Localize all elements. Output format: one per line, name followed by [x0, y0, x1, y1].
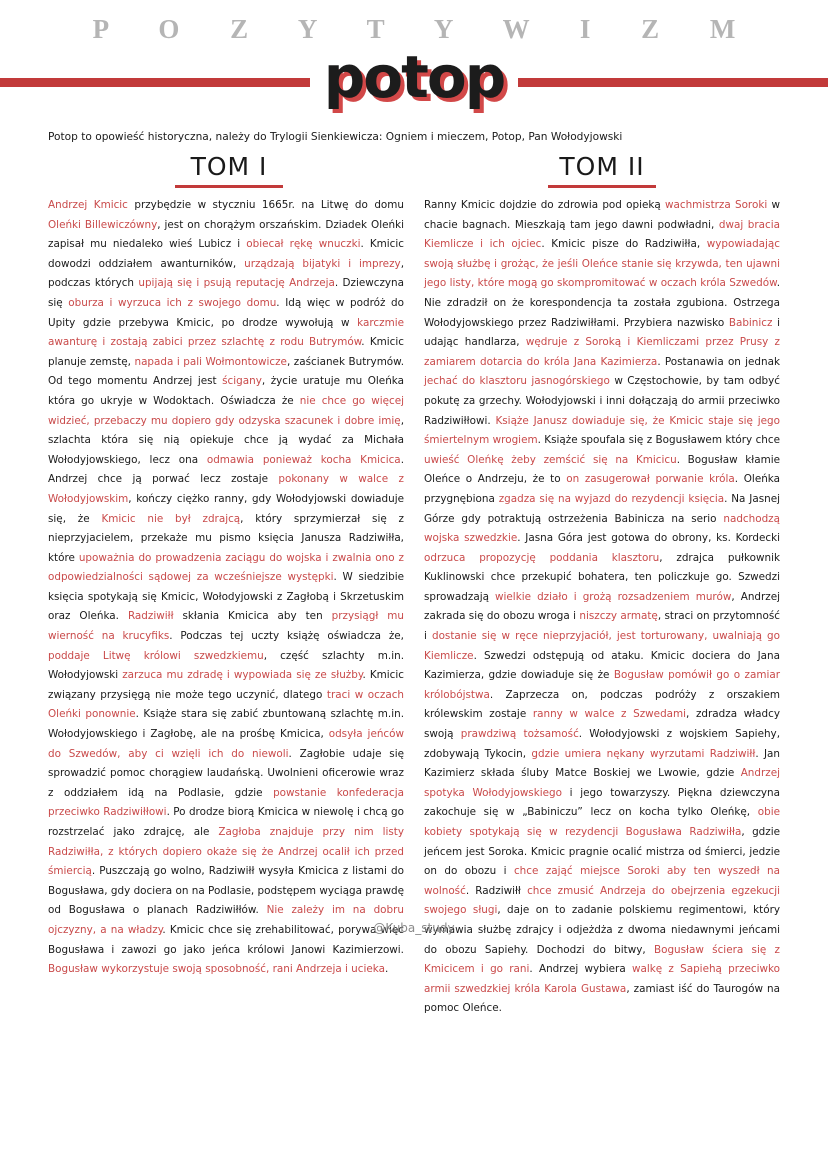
page-title: potop: [310, 48, 518, 106]
text-segment: w chacie bagnach. Mieszkają tam jego dawni podwładni,: [424, 199, 780, 231]
heading-tom-1: [164, 152, 294, 188]
text-segment: . Kmicic pisze do Radziwiłła,: [541, 238, 707, 251]
highlighted-phrase: ścigany: [222, 375, 262, 388]
highlighted-phrase: karczmie awanturę i zostają zabici przez szlachtę z rodu Butrymów: [48, 316, 404, 349]
highlighted-phrase: wędruje z Soroką i Kiemliczami przez Prusy z zamiarem dotarcia do króla Jana Kazimierza: [424, 336, 781, 368]
column-tom-1: [48, 196, 404, 980]
heading-underline: [548, 185, 656, 188]
text-segment: , zaścianek Butrymów. Od tego momentu Andrzej jest: [48, 355, 405, 388]
highlighted-phrase: wypowiadając swoją służbę i grożąc, że jeśli Oleńce stanie się krzywda, ten ujawni jego listy, które mogą go skompromitować w oczach króla Szwedów: [424, 238, 781, 290]
highlighted-phrase: prawdziwą tożsamość: [460, 728, 579, 741]
text-segment: . Kmicic planuje zemstę,: [48, 336, 404, 368]
text-segment: .: [384, 963, 389, 976]
highlighted-phrase: gdzie umiera nękany wyrzutami Radziwiłł: [531, 747, 756, 760]
text-segment: . Podczas tej uczty książę oświadcza że,: [169, 630, 404, 643]
highlighted-phrase: urządzają bijatyki i imprezy: [244, 257, 401, 270]
highlighted-phrase: pokonany w walce z Wołodyjowskim: [48, 473, 404, 505]
highlighted-phrase: Babinicz: [728, 316, 773, 329]
highlighted-phrase: walkę z Sapiehą przeciwko armii szwedzkiej króla Karola Gustawa: [424, 963, 780, 995]
highlighted-phrase: Oleńki Billewiczówny: [48, 218, 158, 231]
text-segment: . Wołodyjowski z wojskiem Sapiehy, zdobywają Tykocin,: [424, 728, 781, 760]
highlighted-phrase: Andrzej Kmicic: [48, 199, 128, 211]
text-segment: w Częstochowie, by tam odbyć pokutę za grzechy. Wołodyjowski i inni dołączają do armii przeciwko Radziwiłłowi.: [424, 375, 780, 427]
heading-tom-2-label: TOM II: [559, 152, 645, 181]
text-segment: , Andrzej zakrada się do obozu wroga i: [424, 590, 781, 623]
text-segment: , zdradza władcy swoją: [424, 708, 780, 741]
author-credit: @Kuba_study: [373, 921, 455, 935]
highlighted-phrase: obiecał rękę wnuczki: [246, 238, 361, 251]
text-segment: , daje on to zadanie polskiemu regimentowi, który wymawia służbę zdrajcy i odjeżdża z dwoma niedawnymi jeńcami do obozu Sapiehy. Dochodzi do bitwy,: [424, 904, 780, 956]
text-segment: i jego towarzyszy. Piękna dziewczyna zakochuje się w „Babiniczu” lecz on kocha tylko Oleńkę,: [424, 786, 781, 819]
highlighted-phrase: on zasugerował porwanie króla: [566, 473, 735, 486]
text-segment: , kończy ciężko ranny, gdy Wołodyjowski dowiaduje się, że: [48, 492, 404, 525]
text-segment: Ranny Kmicic dojdzie do zdrowia pod opieką: [424, 199, 665, 211]
era-label: P O Z Y T Y W I Z M: [92, 14, 758, 44]
highlighted-phrase: uwieść Oleńkę żeby zemścić się na Kmicicu: [424, 453, 677, 466]
highlighted-phrase: przysiągł mu wierność na krucyfiks: [48, 610, 404, 643]
heading-tom-1-label: TOM I: [190, 152, 268, 181]
text-segment: . Kmicic chce się zrehabilitować, porywa więc Bogusława i zawozi go jako jeńca królowi Janowi Kazimierzowi.: [48, 923, 404, 956]
text-segment: . Nie zdradził on że korespondencja ta została zgubiona. Ostrzega Wołodyjowskiego przez Radziwiłłami. Przybiera nazwisko: [424, 277, 780, 329]
text-segment: . Kmicic związany przysięgą nie może tego uczynić, dlatego: [48, 669, 404, 701]
highlighted-phrase: upijają się i psują reputację Andrzeja: [138, 277, 335, 290]
highlighted-phrase: dostanie się w ręce nieprzyjaciół, jest torturowany, uwalniają go Kiemlicze: [424, 630, 780, 662]
highlighted-phrase: odrzuca propozycję poddania klasztoru: [424, 551, 660, 564]
text-segment: . Po drodze biorą Kmicica w niewolę i chcą go rozstrzelać jako zdrajcę, ale: [48, 806, 404, 838]
text-segment: . Postanawia on jednak: [657, 355, 780, 368]
highlighted-phrase: zarzuca mu zdradę i wypowiada się ze służby: [122, 669, 363, 682]
text-segment: . Książe stara się zabić zbuntowaną szlachtę m.in. Wołodyjowskiego i Zagłobę, ale na prośbę Kmicica,: [48, 708, 404, 741]
text-segment: przybędzie w styczniu 1665r. na Litwę do domu: [127, 199, 404, 211]
text-segment: . Andrzej chce ją porwać lecz zostaje: [48, 453, 404, 486]
text-segment: . Zagłobie udaje się sprowadzić pomoc chorągiew laudańską. Uwolnieni oficerowie wraz z oddziałem idą na Podlasie, gdzie: [48, 747, 404, 799]
text-segment: , zamiast iść do Taurogów na pomoc Oleńce.: [424, 982, 780, 1015]
highlighted-phrase: oburza i wyrzuca ich z swojego domu: [68, 296, 277, 309]
text-segment: i udając handlarza,: [424, 316, 780, 349]
title-wrap: [0, 43, 828, 111]
highlighted-phrase: Nie zależy im na dobru ojczyzny, a na władzy: [48, 904, 404, 936]
text-segment: , szlachta która się nią opiekuje chce ją wydać za Michała Wołodyjowskiego, lecz ona: [48, 414, 404, 466]
text-segment: , gdzie jeńcem jest Soroka. Kmicic pragnie ocalić mistrza od śmierci, jedzie on do obozu i: [424, 826, 780, 878]
text-segment: . Jasna Góra jest gotowa do obrony, ks. Kordecki: [517, 532, 780, 545]
text-segment: , zdrajca pułkownik Kuklinowski chce przekupić bohatera, ten policzkuje go. Szwedzi sprowadzają: [424, 551, 780, 603]
text-segment: . W siedzibie księcia spotykają się Kmicic, Wołodyjowski z Zagłobą i Skrzetuskim oraz Oleńka.: [48, 571, 404, 623]
highlighted-phrase: napada i pali Wołmontowicze: [134, 355, 287, 368]
text-segment: , który sprzymierzał się z nieprzyjacielem, przekaże mu pismo księcia Janusza Radziwiłła, które: [48, 512, 404, 564]
highlighted-phrase: chce zająć miejsce Soroki aby ten wyszedł na wolność: [424, 865, 781, 897]
text-segment: , życie uratuje mu Oleńka która go ukryje w Wodoktach. Oświadcza że: [48, 375, 404, 407]
text-segment: . Oleńka przygnębiona: [424, 473, 780, 505]
highlighted-phrase: traci w oczach Oleńki ponownie: [48, 688, 404, 721]
highlighted-phrase: niszczy armatę: [579, 610, 658, 623]
highlighted-phrase: Bogusław wykorzystuje swoją sposobność, rani Andrzeja i ucieka: [48, 963, 385, 976]
text-segment: . Na Jasnej Górze gdy potraktują ostrzeżenia Babinicza na serio: [424, 492, 781, 525]
intro-text: Potop to opowieść historyczna, należy do Trylogii Sienkiewicza: Ogniem i mieczem, Potop, Pan Wołodyjowski: [48, 131, 623, 143]
highlighted-phrase: Zagłoba znajduje przy nim listy Radziwiłła, z których dopiero okaże się że Andrzej ocalił ich przed śmiercią: [48, 826, 405, 878]
text-segment: . Andrzej wybiera: [529, 963, 632, 976]
text-segment: . Szwedzi odstępują od ataku. Kmicic dociera do Jana Kazimierza, gdzie dowiaduje się że: [424, 649, 780, 682]
highlighted-phrase: Książe Janusz dowiaduje się, że Kmicic staje się jego śmiertelnym wrogiem: [424, 414, 780, 447]
highlighted-phrase: Kmicic nie był zdrajcą: [101, 512, 241, 525]
highlighted-phrase: odmawia ponieważ kocha Kmicica: [206, 453, 401, 466]
text-segment: . Radziwiłł: [465, 884, 528, 897]
heading-underline: [175, 185, 283, 188]
column-tom-2: [424, 196, 780, 1019]
highlighted-phrase: wachmistrza Soroki: [664, 199, 768, 211]
highlighted-phrase: Radziwiłł: [127, 610, 174, 623]
highlighted-phrase: nie chce go więcej widzieć, przebaczy mu dopiero gdy odzyska szacunek i dobre imię: [48, 394, 404, 427]
text-segment: , część szlachty m.in. Wołodyjowski: [48, 649, 404, 682]
text-segment: . Puszczają go wolno, Radziwiłł wysyła Kmicica z listami do Bogusława, gdy dociera on na Podlasie, podstępem wyciąga prawdę od Bogusława o planach Radziwiłłów.: [48, 865, 404, 917]
heading-tom-2: [532, 152, 672, 188]
highlighted-phrase: Andrzej spotyka Wołodyjowskiego: [424, 767, 780, 799]
text-segment: skłania Kmicica aby ten: [173, 610, 332, 623]
highlighted-phrase: dwaj bracia Kiemlicze i ich ojciec: [424, 218, 780, 251]
text-segment: . Książe spoufala się z Bogusławem który chce: [537, 434, 780, 447]
text-segment: . Zaprzecza on, podczas podróży z orszakiem królewskim zostaje: [424, 688, 780, 721]
highlighted-phrase: Bogusław ściera się z Kmicicem i go rani: [424, 943, 780, 976]
highlighted-phrase: odsyła jeńców do Szwedów, aby ci wzięli ich do niewoli: [48, 728, 404, 760]
highlighted-phrase: upoważnia do prowadzenia zaciągu do wojska i zwalnia ono z odpowiedzialności sądowej za wcześniejsze występki: [48, 551, 404, 584]
text-segment: . Kmicic dowodzi oddziałem awanturników,: [48, 238, 404, 270]
text-segment: . Bogusław kłamie Oleńce o Andrzeju, że to: [424, 453, 780, 486]
highlighted-phrase: obie kobiety spotykają się w rezydencji Bogusława Radziwiłła: [424, 806, 780, 838]
text-segment: . Jan Kazimierz składa śluby Matce Boskiej we Lwowie, gdzie: [424, 747, 781, 780]
highlighted-phrase: jechać do klasztoru jasnogórskiego: [424, 375, 610, 388]
highlighted-phrase: nadchodzą wojska szwedzkie: [424, 512, 780, 545]
text-segment: , jest on chorążym orszańskim. Dziadek Oleńki zapisał mu niedaleko wieś Lubicz i: [48, 218, 404, 251]
highlighted-phrase: Bogusław pomówił go o zamiar królobójstwa: [424, 669, 780, 701]
highlighted-phrase: wielkie działo i grożą rozsadzeniem murów: [495, 590, 732, 603]
highlighted-phrase: ranny w walce z Szwedami: [532, 708, 687, 721]
text-segment: , podczas których: [48, 257, 404, 290]
text-segment: . Dziewczyna się: [48, 277, 404, 309]
highlighted-phrase: powstanie konfederacja przeciwko Radziwiłłowi: [48, 786, 404, 819]
highlighted-phrase: chce zmusić Andrzeja do obejrzenia egzekucji swojego sługi: [424, 884, 780, 917]
highlighted-phrase: poddaje Litwę królowi szwedzkiemu: [48, 649, 264, 662]
text-segment: , straci on przytomność i: [424, 610, 780, 643]
highlighted-phrase: zgadza się na wyjazd do rezydencji księcia: [498, 492, 725, 505]
text-segment: . Idą więc w podróż do Upity gdzie przebywa Kmicic, po drodze wywołują w: [48, 296, 404, 329]
